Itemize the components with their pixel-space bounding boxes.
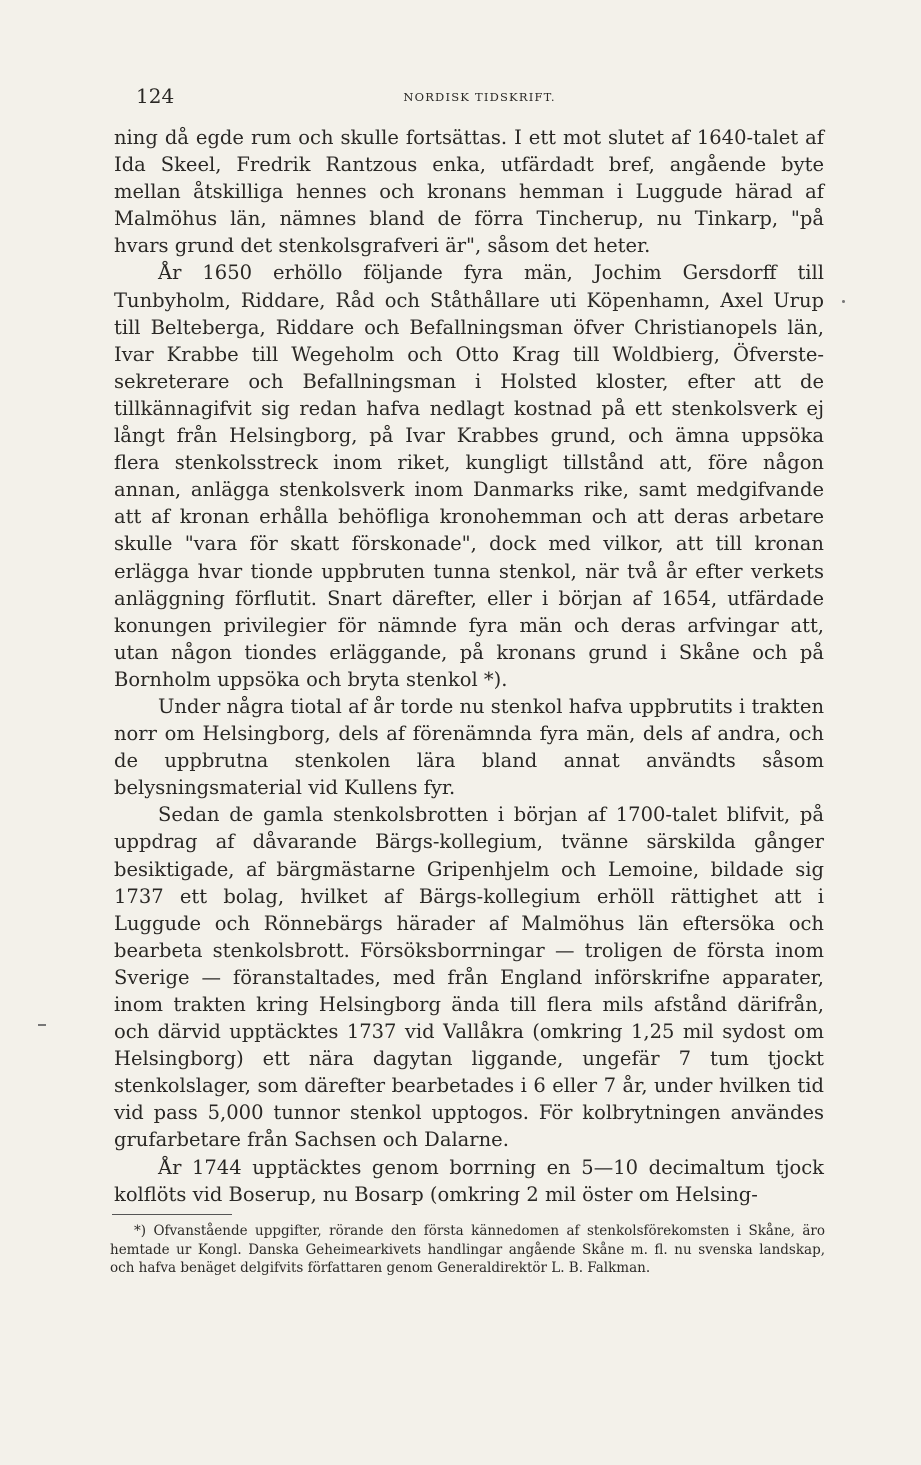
margin-speck (842, 300, 845, 303)
paragraph-1: ning då egde rum och skulle fortsättas. I ett mot slutet af 1640-talet af Ida Skeel, Fredrik Rantzous enka, utfärdadt bref, angående byte mellan åtskilliga hennes och kronans hemman i Luggude härad af Malmöhus län, nämnes bland de förra Tincherup, nu Tinkarp, "på hvars grund det stenkolsgrafveri är", såsom det heter. (114, 126, 824, 258)
paragraph-4: Sedan de gamla stenkolsbrotten i början af 1700-talet blifvit, på uppdrag af dåvarande Bärgs-kollegium, tvänne särskilda gånger besiktigade, af bärgmästarne Gripenhjelm och Lemoine, bildade sig 1737 ett bolag, hvilket af Bärgs-kollegium erhöll rättighet att i Luggude och Rönnebärgs härader af Malmöhus län eftersöka och bearbeta stenkolsbrott. Försöksborrningar — troligen de första inom Sverige — föranstaltades, med från England införskrifne apparater, inom trakten kring Helsingborg ända till flera mils afstånd därifrån, och därvid upptäcktes 1737 vid Vallåkra (omkring 1,25 mil sydost om Helsingborg) ett nära dagytan liggande, ungefär 7 tum tjockt stenkolslager, som därefter bearbetades i 6 eller 7 år, under hvilken tid vid pass 5,000 tunnor stenkol upptogos. För kolbrytningen användes grufarbetare från Sachsen och Dalarne. (114, 803, 824, 1152)
running-title: NORDISK TIDSKRIFT. (403, 90, 556, 104)
paragraph-5: År 1744 upptäcktes genom borrning en 5—10 decimaltum tjock kolflöts vid Boserup, nu Bosarp (omkring 2 mil öster om Helsing- (114, 1155, 824, 1206)
margin-speck (38, 1024, 46, 1026)
paragraph-2: År 1650 erhöllo följande fyra män, Jochim Gersdorff till Tunbyholm, Riddare, Råd och Ståthållare uti Köpenhamn, Axel Urup till Belteberga, Riddare och Befallningsman öfver Christianopels län, Ivar Krabbe till Wegeholm och Otto Krag till Woldbierg, Öfverste-sekreterare och Befallningsman i Holsted kloster, efter att de tillkännagifvit sig redan hafva nedlagt kostnad på ett stenkolsverk ej långt från Helsingborg, på Ivar Krabbes grund, och ämna uppsöka flera stenkolsstreck inom riket, kungligt tillstånd att, före någon annan, anlägga stenkolsverk inom Danmarks rike, samt medgifvande att af kronan erhålla behöfliga kronohemman och att deras arbetare skulle "vara för skatt förskonade", dock med vilkor, att till kronan erlägga hvar tionde uppbruten tunna stenkol, när två år efter verkets anläggning förflutit. Snart därefter, eller i början af 1654, utfärdade konungen privilegier för nämnde fyra män och deras arfvingar att, utan någon tiondes erläggande, på kronans grund i Skåne och på Bornholm uppsöka och bryta stenkol *). (114, 261, 824, 691)
footnote: *) Ofvanstående uppgifter, rörande den första kännedomen af stenkolsförekomsten i Skåne, äro hemtade ur Kongl. Danska Geheimearkivets handlingar angående Skåne m. fl. nu svenska landskap, och hafva benäget delgifvits författaren genom Generaldirektör L. B. Falkman. (110, 1223, 825, 1276)
paragraph-3: Under några tiotal af år torde nu stenkol hafva uppbrutits i trakten norr om Helsingborg, dels af förenämnda fyra män, dels af andra, och de uppbrutna stenkolen lära bland annat användts såsom belysningsmaterial vid Kullens fyr. (114, 694, 824, 800)
page-header (134, 84, 825, 114)
footnote-divider (112, 1214, 232, 1215)
page-number: 124 (136, 84, 175, 108)
body-text (114, 124, 824, 1208)
